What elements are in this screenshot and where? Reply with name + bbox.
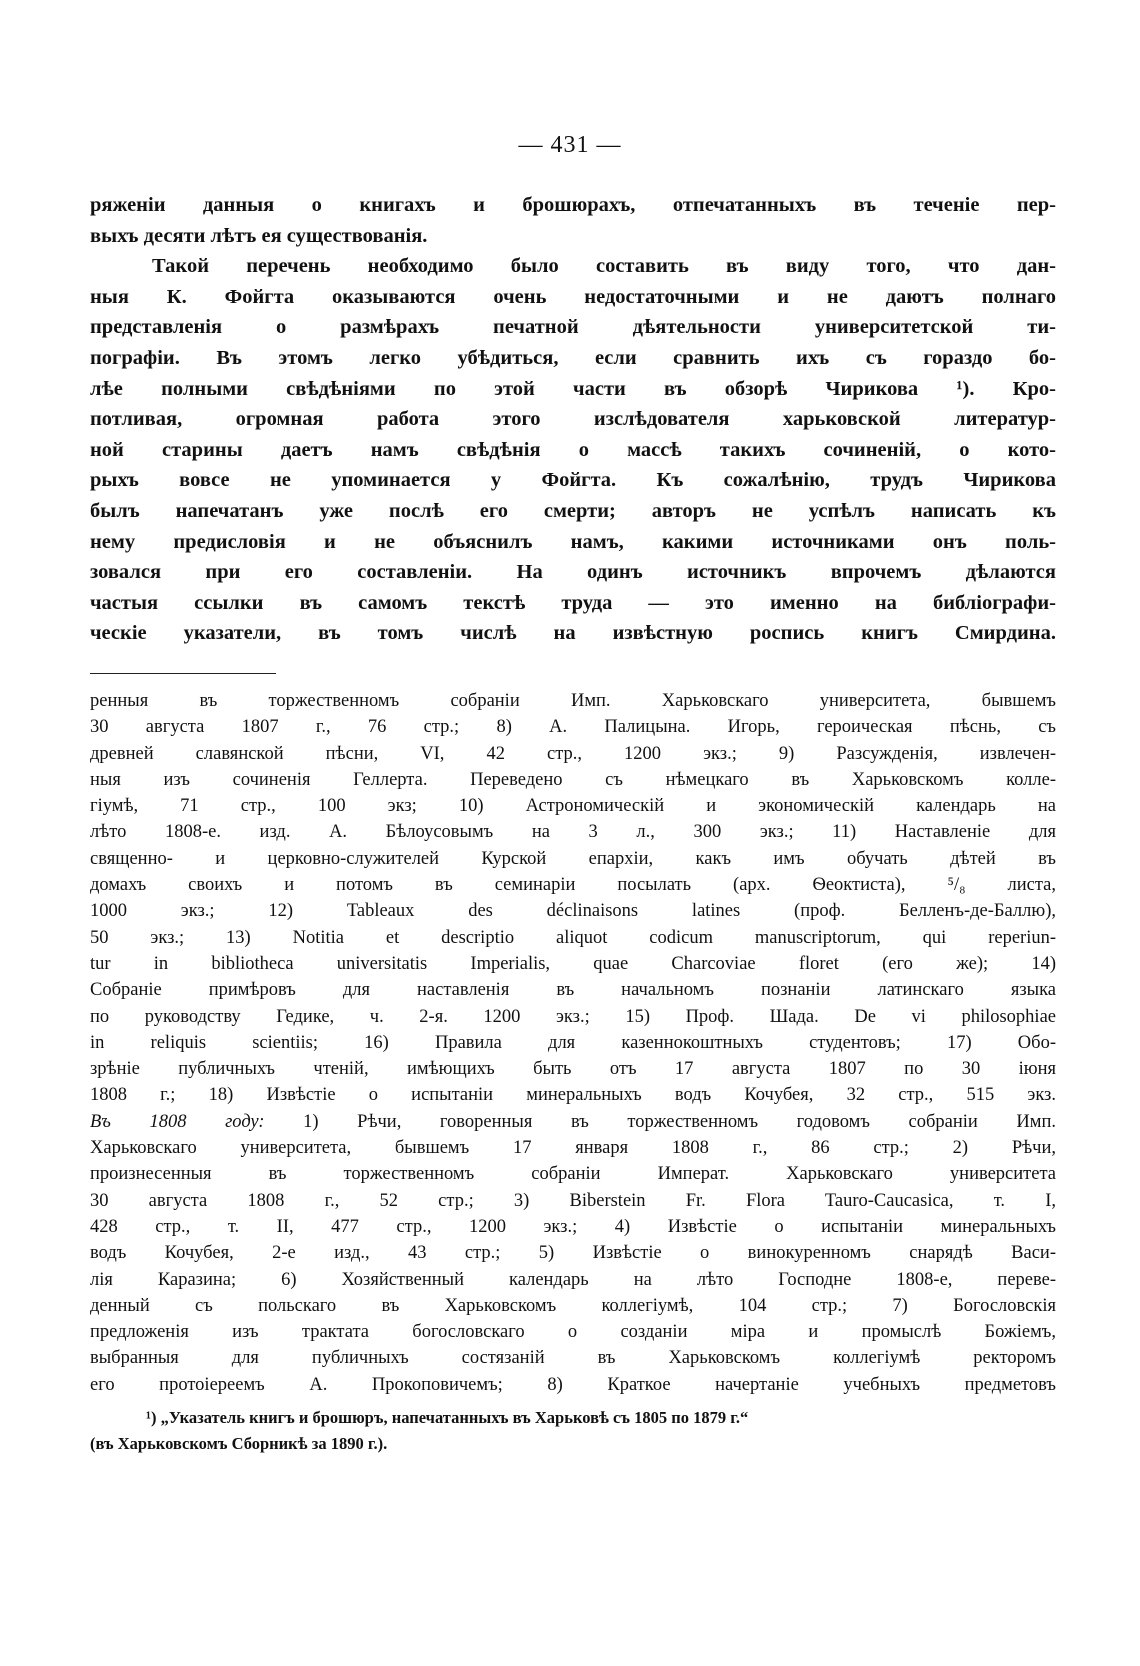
footnote-line: in reliquis scientiis; 16) Правила для казеннокоштныхъ студентовъ; 17) Обо- bbox=[90, 1032, 1056, 1053]
footnote-line: лія Каразина; 6) Хозяйственный календарь на лѣто Господне 1808-е, переве- bbox=[90, 1269, 1056, 1290]
text-line: нему предисловія и не объяснилъ намъ, какими источниками онъ поль- bbox=[90, 530, 1056, 553]
footnote-line: древней славянской пѣсни, VI, 42 стр., 1200 экз.; 9) Разсужденія, извлечен- bbox=[90, 743, 1056, 764]
text-line: выхъ десяти лѣтъ ея существованія. bbox=[90, 224, 428, 247]
footnote-line: домахъ своихъ и потомъ въ семинаріи посылать (арх. Ѳеоктиста), ⁵/₈ листа, bbox=[90, 875, 1056, 896]
text-line: зовался при его составленіи. На одинъ источникъ впрочемъ дѣлаются bbox=[90, 561, 1056, 584]
text-line: Такой перечень необходимо было составить въ виду того, что дан- bbox=[152, 255, 1056, 278]
footnote-line: водъ Кочубея, 2-е изд., 43 стр.; 5) Извѣстіе о винокуренномъ снарядѣ Васи- bbox=[90, 1243, 1056, 1264]
text-line: ряженіи данныя о книгахъ и брошюрахъ, отпечатанныхъ въ теченіе пер- bbox=[90, 194, 1056, 216]
footnote-line: произнесенныя въ торжественномъ собраніи Императ. Харьковскаго университета bbox=[90, 1164, 1056, 1185]
footnote-line: ренныя въ торжественномъ собраніи Имп. Харьковскаго университета, бывшемъ bbox=[90, 691, 1056, 711]
footnote bbox=[90, 1405, 970, 1457]
text-line: ной старины даетъ намъ свѣдѣнія о массѣ такихъ сочиненій, о кото- bbox=[90, 438, 1056, 461]
footnote-separator bbox=[90, 673, 276, 674]
footnote-line-rest: 1) Рѣчи, говоренныя въ торжественномъ годовомъ собраніи Имп. bbox=[264, 1111, 1056, 1132]
footnote-line: зрѣніе публичныхъ чтеній, имѣющихъ быть отъ 17 августа 1807 по 30 іюня bbox=[90, 1059, 1056, 1080]
text-line: ныя К. Фойгта оказываются очень недостаточными и не даютъ полнаго bbox=[90, 285, 1056, 308]
text-line: ческіе указатели, въ томъ числѣ на извѣстную роспись книгъ Смирдина. bbox=[90, 622, 1056, 645]
footnote-continuation bbox=[90, 688, 1056, 1398]
footnote-line: выбранныя для публичныхъ состязаній въ Харьковскомъ коллегіумѣ ректоромъ bbox=[90, 1348, 1056, 1369]
footnote-line: 428 стр., т. II, 477 стр., 1200 экз.; 4) Извѣстіе о испытаніи минеральныхъ bbox=[90, 1216, 1056, 1237]
year-heading: Въ 1808 году: bbox=[90, 1111, 265, 1132]
text-line: потливая, огромная работа этого изслѣдователя харьковской литератур- bbox=[90, 408, 1056, 431]
footnote-line: 30 августа 1807 г., 76 стр.; 8) А. Палицына. Игорь, героическая пѣснь, съ bbox=[90, 717, 1056, 738]
footnote-line: tur in bibliotheca universitatis Imperialis, quae Charcoviae floret (его же); 14) bbox=[90, 953, 1056, 974]
page-number: — 431 — bbox=[518, 132, 622, 158]
footnote-line: Харьковскаго университета, бывшемъ 17 января 1808 г., 86 стр.; 2) Рѣчи, bbox=[90, 1138, 1056, 1159]
footnote-line: его протоіереемъ А. Прокоповичемъ; 8) Краткое начертаніе учебныхъ предметовъ bbox=[90, 1374, 1056, 1395]
main-text bbox=[90, 190, 1056, 649]
footnote-line bbox=[90, 1109, 1056, 1135]
footnote-line: 50 экз.; 13) Notitia et descriptio aliquot codicum manuscriptorum, qui reperiun- bbox=[90, 927, 1056, 948]
footnote-line: ныя изъ сочиненія Геллерта. Переведено съ нѣмецкаго въ Харьковскомъ колле- bbox=[90, 769, 1056, 790]
footnote-line: гіумѣ, 71 стр., 100 экз; 10) Астрономическій и экономическій календарь на bbox=[90, 796, 1056, 817]
text-line: представленія о размѣрахъ печатной дѣятельности университетской ти- bbox=[90, 316, 1056, 339]
footnote-line: 1808 г.; 18) Извѣстіе о испытаніи минеральныхъ водъ Кочубея, 32 стр., 515 экз. bbox=[90, 1085, 1056, 1106]
footnote-line: священно- и церковно-служителей Курской епархіи, какъ имъ обучать дѣтей въ bbox=[90, 848, 1056, 869]
footnote-line: предложенія изъ трактата богословскаго о созданіи міра и промыслѣ Божіемъ, bbox=[90, 1322, 1056, 1343]
text-line: пографіи. Въ этомъ легко убѣдиться, если сравнить ихъ съ гораздо бо- bbox=[90, 346, 1056, 369]
footnote-line: Собраніе примѣровъ для наставленія въ начальномъ познаніи латинскаго языка bbox=[90, 980, 1056, 1001]
footnote-line: 1000 экз.; 12) Tableaux des déclinaisons latines (проф. Белленъ-де-Баллю), bbox=[90, 901, 1056, 922]
text-line: былъ напечатанъ уже послѣ его смерти; авторъ не успѣлъ написать къ bbox=[90, 499, 1056, 522]
footnote-line: по руководству Гедике, ч. 2-я. 1200 экз.; 15) Проф. Шада. De vi philosophiae bbox=[90, 1006, 1056, 1027]
text-line: лѣе полными свѣдѣніями по этой части въ обзорѣ Чирикова ¹). Кро- bbox=[90, 377, 1056, 400]
footnote-line: 30 августа 1808 г., 52 стр.; 3) Biberstein Fr. Flora Tauro-Caucasica, т. I, bbox=[90, 1190, 1056, 1211]
footnote-line: лѣто 1808-е. изд. А. Бѣлоусовымъ на 3 л., 300 экз.; 11) Наставленіе для bbox=[90, 822, 1056, 843]
footnote-line: ¹) „Указатель книгъ и брошюръ, напечатанныхъ въ Харьковѣ съ 1805 по 1879 г.“ bbox=[146, 1408, 749, 1427]
text-line: частыя ссылки въ самомъ текстѣ труда — это именно на библіографи- bbox=[90, 591, 1056, 614]
footnote-line: денный съ польскаго въ Харьковскомъ коллегіумѣ, 104 стр.; 7) Богословскія bbox=[90, 1295, 1056, 1316]
footnote-line: (въ Харьковскомъ Сборникѣ за 1890 г.). bbox=[90, 1434, 388, 1453]
text-line: рыхъ вовсе не упоминается у Фойгта. Къ сожалѣнію, трудъ Чирикова bbox=[90, 469, 1056, 492]
